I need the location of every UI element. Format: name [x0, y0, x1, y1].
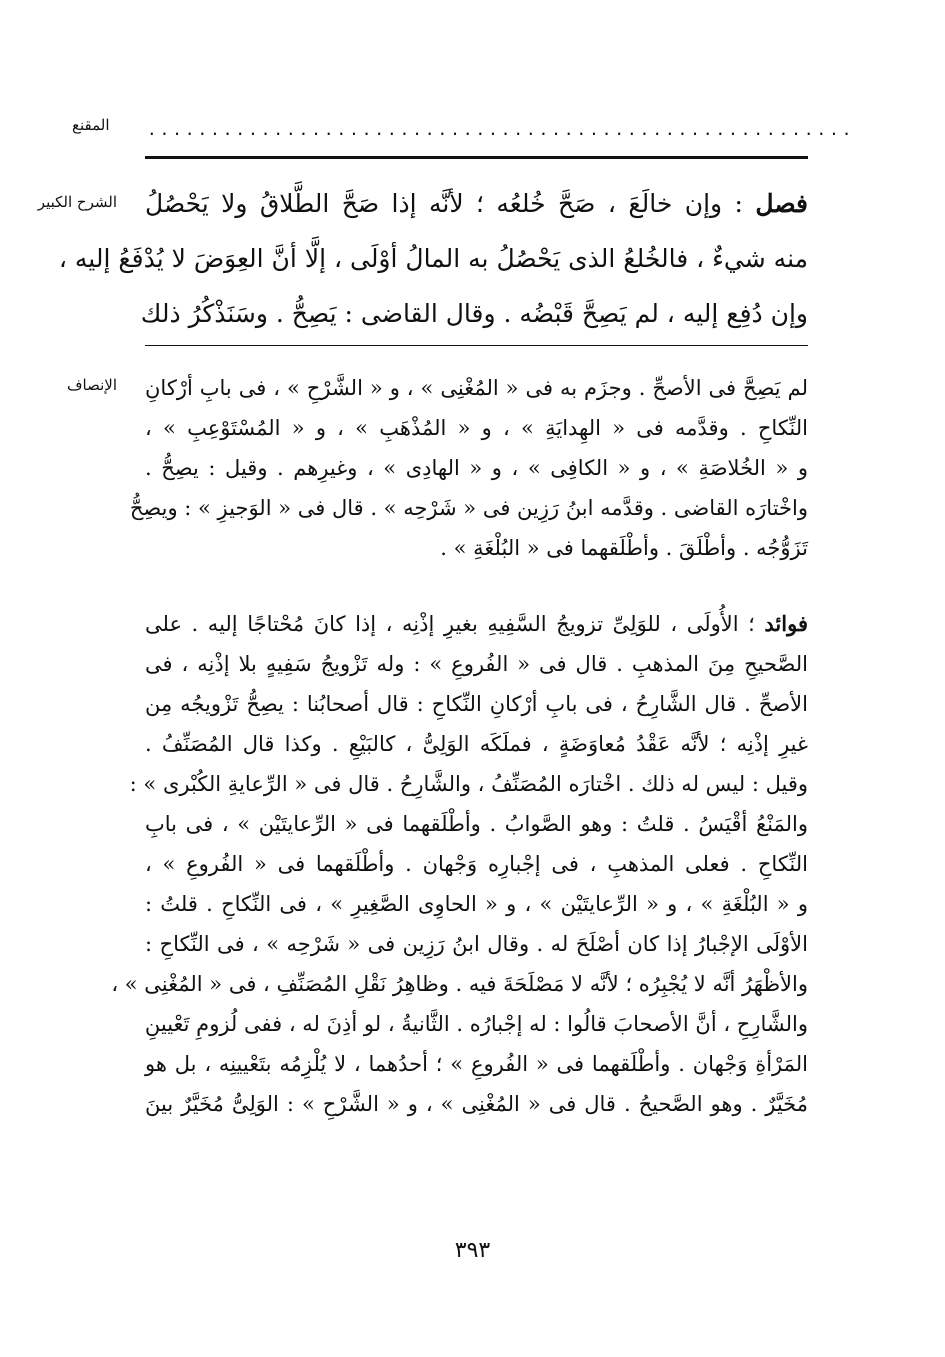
fawaid-line: والمَنْعُ أقْيَسُ . قلتُ : وهو الصَّوابُ . وأطْلَقهما فى « الرِّعايتَيْن » ، فى بابِ	[145, 812, 808, 836]
running-title: المقنع	[72, 116, 110, 134]
fawaid-line: الأوْلَى الإجْبارُ إذا كان أصْلَحَ له . وقال ابنُ رَزِين فى « شَرْحِه » ، فى النِّكاحِ :	[145, 932, 808, 956]
fawaid-line: والأظْهَرُ أنَّه لا يُجْبِرُه ؛ لأنَّه لا مَصْلَحَةَ فيه . وظاهِرُ نَقْلِ المُصَنِّفِ ، فى « المُغْنِى » ،	[111, 972, 808, 996]
fawaid-line: و « البُلْغَةِ » ، و « الرِّعايتَيْن » ، و « الحاوِى الصَّغِيرِ » ، فى النِّكاحِ . قلتُ :	[145, 892, 808, 916]
fawaid-text-block	[111, 604, 808, 1124]
fawaid-line: المَرْأةِ وَجْهان . وأطْلَقهما فى « الفُروعِ » ؛ أحدُهما ، لا يُلْزِمُه بتَعْيينِه ، بل هو	[145, 1052, 808, 1076]
fawaid-line: غيرِ إذْنِه ؛ لأنَّه عَقْدُ مُعاوَضَةٍ ، فملَكَه الوَلِىُّ ، كالبَيْعِ . وكذا قال المُصَنِّفُ .	[145, 732, 808, 756]
fawaid-line: وقيل : ليس له ذلك . اخْتارَه المُصَنِّفُ ، والشَّارِحُ . قال فى « الرِّعايةِ الكُبْرى » :	[129, 772, 808, 796]
fawaid-line: الصَّحيحِ مِنَ المذهبِ . قال فى « الفُروعِ » : وله تَزْويجُ سَفِيهٍ بلا إذْنِه ، فى	[145, 652, 808, 676]
insaf-line: لم يَصِحَّ فى الأصحِّ . وجزَم به فى « المُغْنِى » ، و « الشَّرْحِ » ، فى بابِ أرْكانِ	[145, 376, 808, 400]
sharh-margin-label: الشرح الكبير	[37, 193, 117, 211]
insaf-line: واخْتارَه القاضى . وقدَّمه ابنُ رَزِين فى « شَرْحِه » . قال فى « الوَجيزِ » : ويصِحُّ	[129, 496, 808, 520]
fawaid-line: مُخَيَّرٌ . وهو الصَّحيحُ . قال فى « المُغْنِى » ، و « الشَّرْحِ » : الوَلِىُّ مُخَيَّرٌ بينَ	[145, 1092, 808, 1116]
fawaid-line: فوائد ؛ الأُولَى ، للوَلِىِّ تزويجُ السَّفِيهِ بغيرِ إذْنِه ، إذا كانَ مُحْتاجًا إليه . على	[145, 611, 808, 636]
sharh-line: وإن دُفِع إليه ، لم يَصِحَّ قَبْضُه . وقال القاضى : يَصِحُّ . وسَنَذْكُرُ ذلك	[140, 299, 808, 328]
fawaid-lead-word: فوائد	[764, 611, 808, 636]
insaf-margin-label: الإنصاف	[66, 376, 117, 394]
insaf-line: تَزَوُّجُه . وأطْلَقَ . وأطْلَقهما فى « البُلْغَةِ » .	[440, 536, 808, 560]
sharh-line: منه شيءٌ ، فالخُلعُ الذى يَحْصُلُ به المالُ أوْلَى ، إلَّا أنَّ العِوَضَ لا يُدْفَعُ إليه ،	[58, 244, 808, 273]
fawaid-line: النِّكاحِ . فعلى المذهبِ ، فى إجْبارِه وَجْهان . وأطْلَقهما فى « الفُروعِ » ،	[145, 852, 808, 876]
section-divider	[145, 345, 808, 346]
header-rule	[145, 156, 808, 159]
insaf-line: و « الخُلاصَةِ » ، و « الكافِى » ، و « الهادِى » ، وغيرِهم . وقيل : يصِحُّ .	[145, 456, 808, 480]
insaf-text-block	[129, 368, 808, 568]
fawaid-line: الأصحِّ . قال الشَّارِحُ ، فى بابِ أرْكانِ النِّكاحِ : قال أصحابُنا : يصِحُّ تَزْويجُه مِن	[145, 692, 808, 716]
dotted-leader: ........................................................	[147, 120, 855, 139]
page-number: ٣٩٣	[454, 1238, 491, 1263]
running-header	[0, 116, 945, 140]
section-lead-word: فصل	[755, 189, 808, 218]
fawaid-line: والشَّارِحِ ، أنَّ الأصحابَ قالُوا : له إجْبارُه . الثَّانيةُ ، لو أذِنَ له ، ففى لُزومِ تَعْيينِ	[144, 1012, 808, 1036]
insaf-line: النِّكاحِ . وقدَّمه فى « الهِدايَةِ » ، و « المُذْهَبِ » ، و « المُسْتَوْعِبِ » ،	[145, 416, 808, 440]
sharh-line: فصل : وإن خالَعَ ، صَحَّ خُلعُه ؛ لأنَّه إذا صَحَّ الطَّلاقُ ولا يَحْصُلُ	[145, 189, 808, 218]
